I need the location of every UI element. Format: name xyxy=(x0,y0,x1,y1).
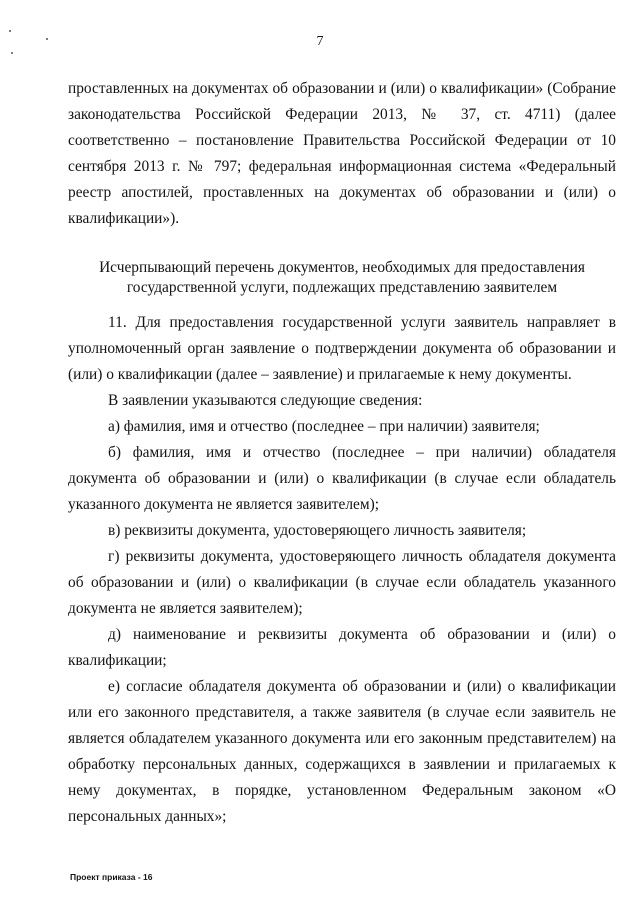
footer-note: Проект приказа - 16 xyxy=(70,872,153,882)
list-item-b: б) фамилия, имя и отчество (последнее – при наличии) обладателя документа об образовании и (или) о квалификации (в случае если обладатель указанного документа не является заявителем); xyxy=(68,444,616,513)
intro-block xyxy=(68,76,616,232)
list-item-d: д) наименование и реквизиты документа об образовании и (или) о квалификации; xyxy=(68,626,616,669)
body-block xyxy=(68,310,616,830)
paragraph-intro-list: В заявлении указываются следующие сведения: xyxy=(108,392,423,409)
list-item-v: в) реквизиты документа, удостоверяющего личность заявителя; xyxy=(108,522,527,539)
page-number: 7 xyxy=(316,34,324,49)
scan-artifact xyxy=(9,30,11,32)
list-item-a: а) фамилия, имя и отчество (последнее – при наличии) заявителя; xyxy=(108,418,540,435)
section-heading xyxy=(68,258,616,298)
intro-paragraph: проставленных на документах об образовании и (или) о квалификации» (Собрание законодательства Российской Федерации 2013, № 37, ст. 4711) (далее соответственно – постановление Правительства Российской Федерации от 10 сентября 2013 г. № 797; федеральная информационная система «Федеральный реестр апостилей, проставленных на документах об образовании и (или) о квалификации»). xyxy=(68,80,616,227)
list-item-e: е) согласие обладателя документа об образовании и (или) о квалификации или его законного представителя, а также заявителя (в случае если заявитель не является обладателем указанного документа или его законным представителем) на обработку персональных данных, содержащихся в заявлении и прилагаемых к нему документах, в порядке, установленном Федеральным законом «О персональных данных»; xyxy=(68,678,616,825)
scan-artifact xyxy=(11,52,13,54)
section-heading-line-1: Исчерпывающий перечень документов, необходимых для предоставления xyxy=(99,259,585,276)
paragraph-11: 11. Для предоставления государственной услуги заявитель направляет в уполномоченный орган заявление о подтверждении документа об образовании и (или) о квалификации (далее – заявление) и прилагаемые к нему документы. xyxy=(68,314,616,383)
list-item-g: г) реквизиты документа, удостоверяющего личность обладателя документа об образовании и (или) о квалификации (в случае если обладатель указанного документа не является заявителем); xyxy=(68,548,616,617)
section-heading-line-2: государственной услуги, подлежащих представлению заявителем xyxy=(126,279,558,296)
